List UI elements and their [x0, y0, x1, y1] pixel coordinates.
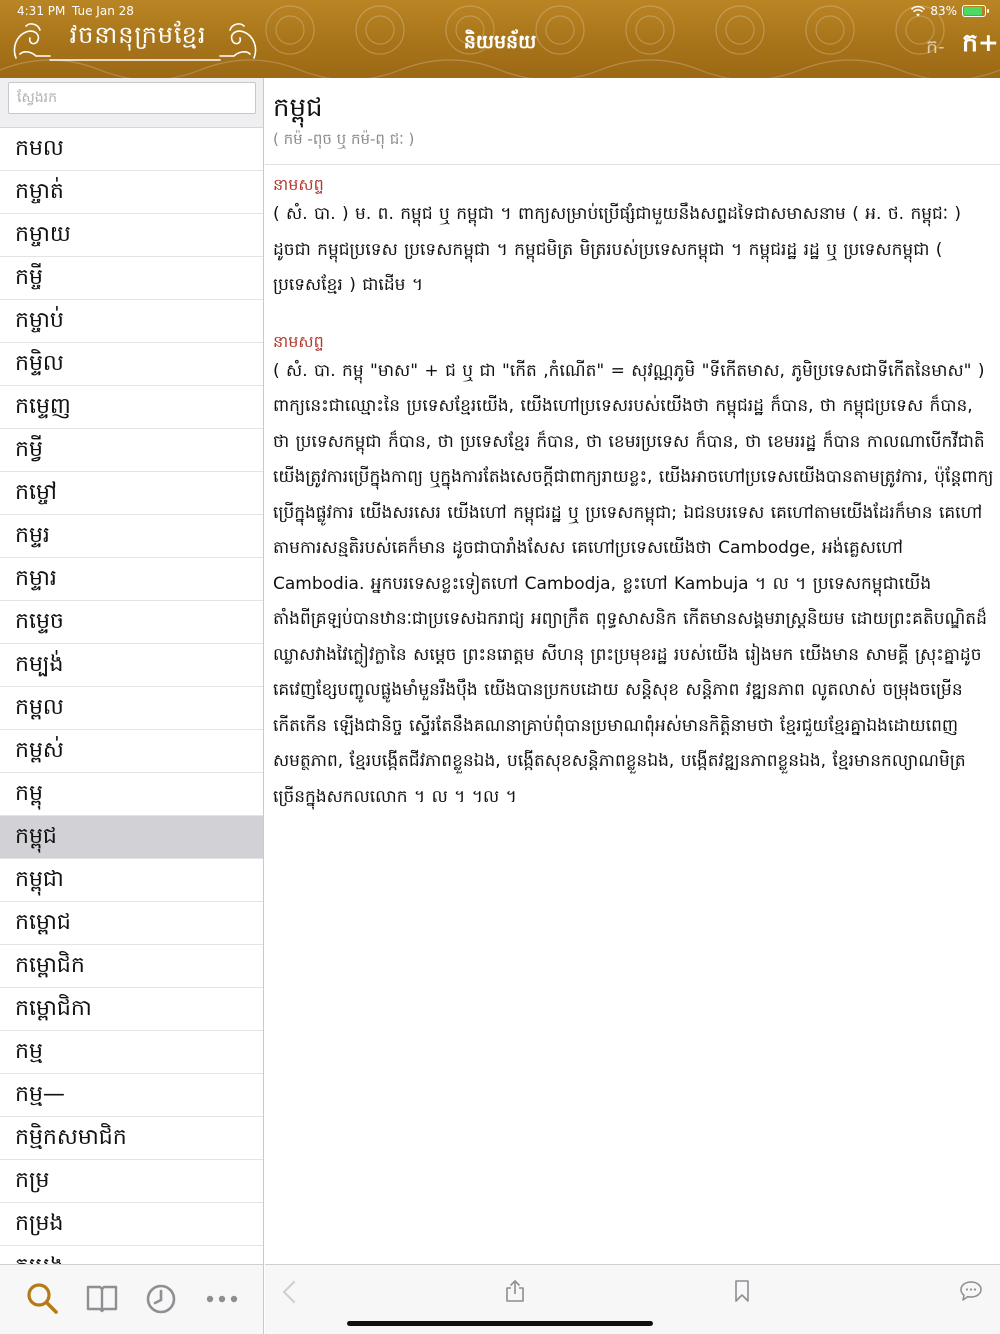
sense-2 [273, 330, 994, 816]
word-list-item[interactable]: កម្ពោជិកា [0, 988, 263, 1031]
word-list-item[interactable]: កម្ទេច [0, 601, 263, 644]
bookmark-icon[interactable] [734, 1279, 750, 1303]
word-list-item[interactable]: កម្ពុជ [0, 816, 263, 859]
part-of-speech: នាមសព្ទ [273, 175, 324, 194]
word-list-item[interactable]: កម្ទរ [0, 515, 263, 558]
word-list[interactable] [0, 128, 263, 1289]
word-list-item[interactable]: កម្ទារ [0, 558, 263, 601]
book-icon[interactable] [86, 1284, 118, 1312]
search-icon[interactable] [26, 1282, 60, 1316]
part-of-speech: នាមសព្ទ [273, 331, 324, 351]
entry-headword: កម្ពុជ [273, 93, 323, 123]
share-icon[interactable] [505, 1279, 525, 1303]
word-list-item[interactable]: កម្ចាយ [0, 214, 263, 257]
word-list-item[interactable]: កម្មិកសមាជិក [0, 1117, 263, 1160]
battery-icon [962, 5, 986, 17]
word-list-item[interactable]: កមល [0, 128, 263, 171]
back-chevron-icon[interactable] [282, 1280, 296, 1304]
wifi-icon [911, 6, 925, 17]
definition-text: ( សំ. បា. កម្ពុ "មាស" + ជ ឬ ជា "កើត ,កំណើត" = សុវណ្ណភូមិ "ទីកើតមាស, ភូមិប្រទេសជាទីកើតនៃមាស" ) ពាក្យនេះជាឈ្មោះនៃ ប្រទេសខ្មែរយើង, យើងហៅប្រទេសរបស់យើងថា កម្ពុជរដ្ឋ ក៏បាន, ថា កម្ពុជប្រទេស ក៏បាន, ថា ប្រទេសកម្ពុជា ក៏បាន, ថា ប្រទេសខ្មែរ ក៏បាន, ថា ខេមរប្រទេស ក៏បាន, ថា ខេមររដ្ឋ ក៏បាន កាលណាបើកវីជាតិយើងត្រូវការប្រើក្នុងកាព្យ ឬក្នុងការតែងសេចក្ដីជាពាក្យរាយខ្លះ, យើងអាចហៅប្រទេសយើងបានតាមត្រូវការ, ប៉ុន្តែពាក្យប្រើក្នុងផ្លូវការ យើងសរសេរ យើងហៅ កម្ពុជរដ្ឋ ឬ ប្រទេសកម្ពុជា; ឯជនបរទេស គេហៅតាមយើងដែរក៏មាន គេហៅតាមការសន្មតិរបស់គេក៏មាន ដូចជាបារាំងសែស គេហៅប្រទេសយើងថា Cambodge, អង់គ្លេសហៅ Cambodia. អ្នកបរទេសខ្លះទៀតហៅ Cambodja, ខ្លះហៅ Kambuja ។ ល ។ ប្រទេសកម្ពុជាយើង តាំងពីគ្រឡប់បានឋានៈជាប្រទេសឯករាជ្យ អព្យាក្រឹត ពុទ្ធសាសនិក កើតមានសង្គមរាស្ត្រនិយម ដោយព្រះគតិបណ្ឌិតដ៏ឈ្លាសវាងវៃក្លៀវក្លានៃ សម្ដេច ព្រះនរោត្តម សីហនុ ព្រះប្រមុខរដ្ឋ របស់យើង រៀងមក យើងមាន សាមគ្គី ស្រុះគ្នាដូចគេវេញខ្សែបញ្ចូលផ្លូងមាំមួនរឹងប៉ឹង យើងបានប្រកបដោយ សន្តិសុខ សន្តិភាព វឌ្ឍនភាព លូតលាស់ ចម្រុងចម្រើន កើតកើន ឡើងជានិច្ច ស្ទើរតែនឹងគណនាគ្រាប់ពុំបានប្រមាណពុំអស់មានកិត្តិនាមថា ខ្មែរជួយខ្មែរគ្នាឯងដោយពេញសមត្ថភាព, ខ្មែរបង្កើតជីវភាពខ្លួនឯង, បង្កើតសុខសន្តិភាពខ្លួនឯង, បង្កើតវឌ្ឍនភាពខ្លួនឯង, ខ្មែរមានកល្យាណមិត្រច្រើនក្នុងសកលលោក ។ ល ។ ។ល ។ [273, 360, 994, 807]
word-list-item[interactable]: កម្រង [0, 1203, 263, 1246]
divider [265, 164, 1000, 165]
status-right [911, 4, 986, 18]
word-list-item[interactable]: កម្ទេញ [0, 386, 263, 429]
search-input[interactable] [8, 82, 256, 114]
battery-percent: 83% [930, 4, 957, 18]
home-indicator [347, 1321, 653, 1326]
tab-bar [0, 1264, 264, 1334]
word-list-item[interactable]: កម្ពោជ [0, 902, 263, 945]
word-list-item[interactable]: កម្ទិល [0, 343, 263, 386]
word-list-item[interactable]: កម្ម [0, 1031, 263, 1074]
header-bar [0, 0, 1000, 78]
word-list-item[interactable]: កម្ម— [0, 1074, 263, 1117]
word-list-item[interactable]: កម្វី [0, 429, 263, 472]
word-list-item[interactable]: កម្ចី [0, 257, 263, 300]
page-title: និយមន័យ [463, 31, 537, 53]
search-bar [0, 78, 263, 128]
word-list-item[interactable]: កម្ពុជា [0, 859, 263, 902]
word-list-item[interactable]: កម្ពោជិក [0, 945, 263, 988]
font-increase-button[interactable]: ក+ [962, 28, 999, 57]
definition-panel [265, 78, 1000, 1264]
app-title: វចនានុក្រមខ្មែរ [69, 21, 207, 49]
history-icon[interactable] [145, 1283, 177, 1315]
word-list-item[interactable]: កម្ចាត់ [0, 171, 263, 214]
comment-icon[interactable] [959, 1280, 983, 1302]
word-list-item[interactable]: កម្ពុ [0, 773, 263, 816]
definition-text: ( សំ. បា. ) ម. ព. កម្ពុជ ឬ កម្ពុជា ។ ពាក្យសម្រាប់ប្រើផ្សំជាមួយនឹងសព្ទដទៃជាសមាសនាម ( អ. ថ. កម្ពុជៈ ) ដូចជា កម្ពុជប្រទេស ប្រទេសកម្ពុជា ។ កម្ពុជមិត្រ មិត្ររបស់ប្រទេសកម្ពុជា ។ កម្ពុជរដ្ឋ រដ្ឋ ឬ ប្រទេសកម្ពុជា ( ប្រទេសខ្មែរ ) ជាដើម ។ [273, 204, 962, 295]
font-decrease-button[interactable]: ក- [926, 36, 945, 58]
word-list-item[interactable]: កម្ពល [0, 687, 263, 730]
word-list-item[interactable]: កម្រ [0, 1160, 263, 1203]
word-list-item[interactable]: កម្ចៅ [0, 472, 263, 515]
more-icon[interactable] [206, 1294, 238, 1304]
word-list-item[interactable]: កម្ពស់ [0, 730, 263, 773]
entry-pronunciation: ( កម៉ -ពុច ឬ កម៉-ពុ ជៈ ) [273, 130, 415, 148]
word-list-item[interactable]: កម្ចាប់ [0, 300, 263, 343]
status-date: Tue Jan 28 [72, 4, 134, 18]
word-list-item[interactable]: កម្បង់ [0, 644, 263, 687]
sense-1 [273, 173, 994, 304]
sidebar [0, 78, 264, 1264]
status-time: 4:31 PM [17, 4, 66, 18]
